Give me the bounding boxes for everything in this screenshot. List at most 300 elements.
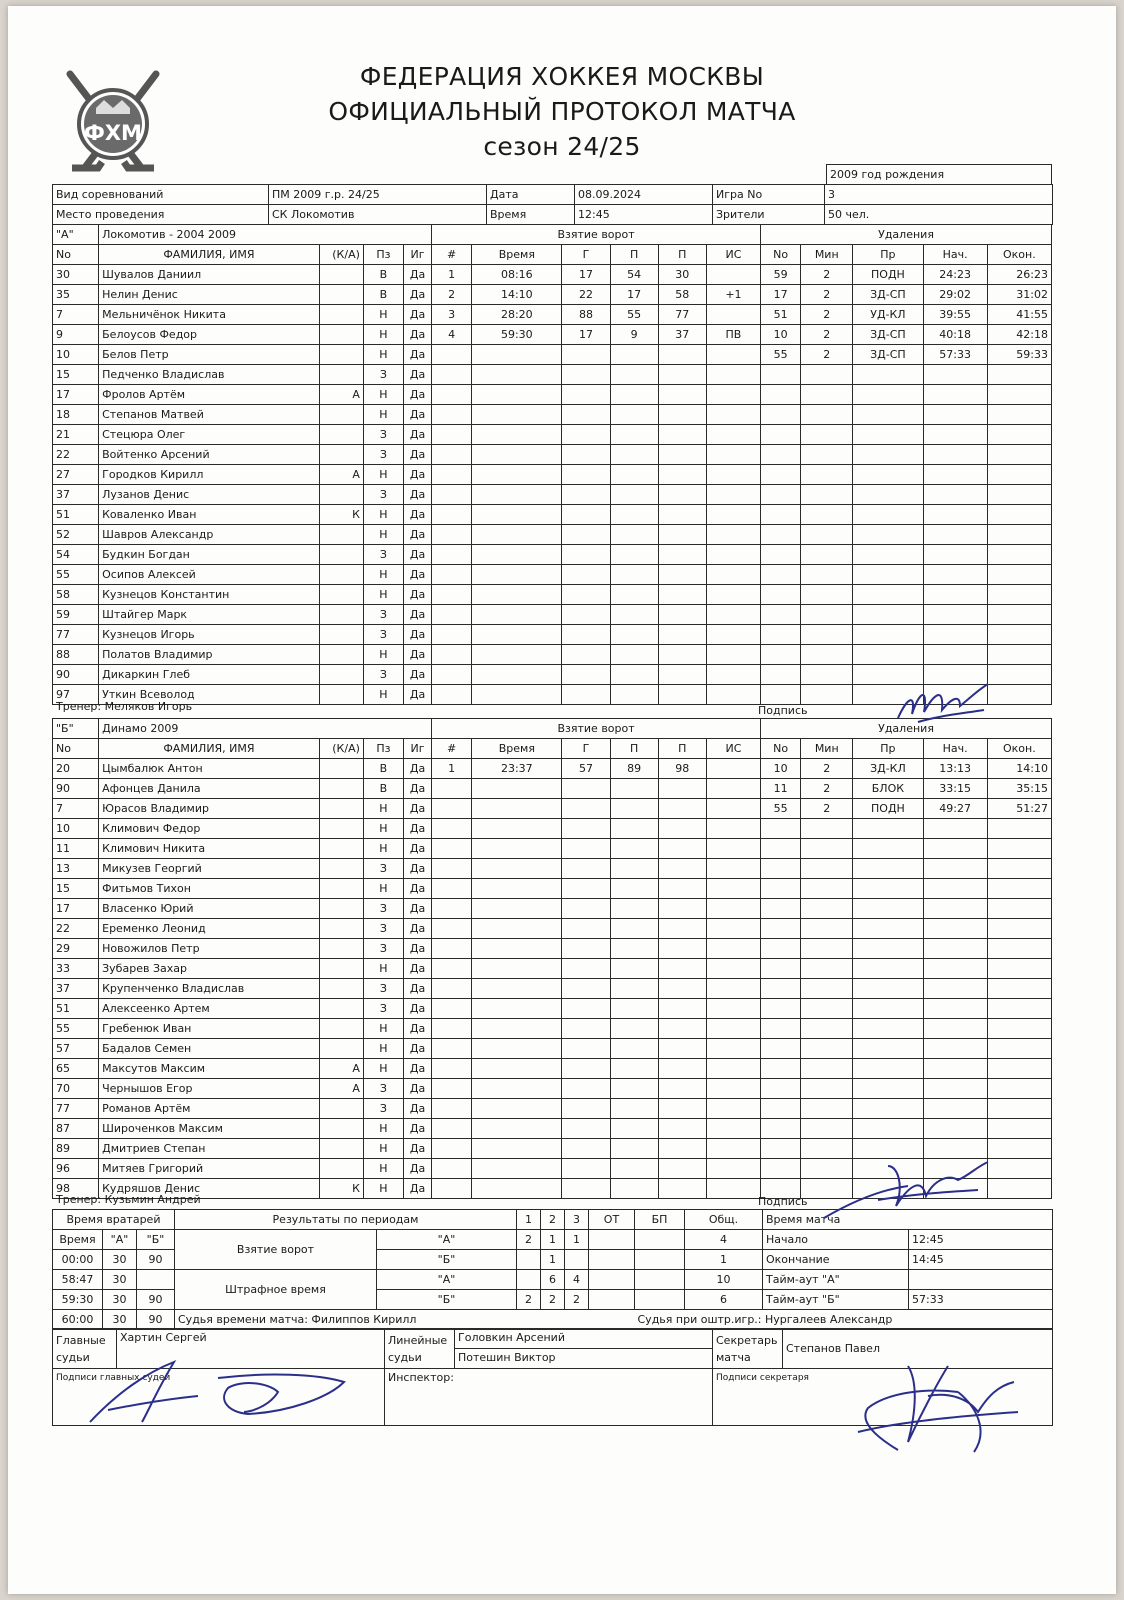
col-ig: Иг [404,739,432,759]
penalty-min [801,939,853,959]
player-row [53,325,1052,345]
penalty-pr [853,665,923,685]
goal-n [432,565,472,585]
goal-n [432,505,472,525]
player-role [319,859,363,879]
player-row [53,445,1052,465]
penalty-start [923,919,987,939]
goal-g [562,799,610,819]
player-number: 87 [53,1119,99,1139]
player-row [53,525,1052,545]
col-pen-start: Нач. [923,739,987,759]
player-position: З [363,1079,403,1099]
player-role [319,799,363,819]
goal-time [472,839,562,859]
goal-p2 [658,1039,706,1059]
player-played: Да [404,505,432,525]
player-number: 10 [53,345,99,365]
penalty-end [987,839,1051,859]
team-b-table [52,718,1052,1199]
penalty-start [923,445,987,465]
goal-p1 [610,385,658,405]
goal-p2: 98 [658,759,706,779]
info-table [52,184,1053,225]
player-row [53,979,1052,999]
penalty-start: 24:23 [923,265,987,285]
player-position: Н [363,565,403,585]
period-val: 6 [541,1270,565,1290]
col-pen-no: No [761,245,801,265]
goal-time [472,959,562,979]
penalty-end [987,1139,1051,1159]
goal-p2 [658,345,706,365]
penalty-pr [853,1099,923,1119]
goal-n [432,525,472,545]
penalty-end [987,1179,1051,1199]
player-number: 11 [53,839,99,859]
player-name: Уткин Всеволод [99,685,320,705]
player-played: Да [404,625,432,645]
player-number: 59 [53,605,99,625]
pim-label: Штрафное время [175,1270,377,1310]
player-played: Да [404,285,432,305]
goal-is [706,585,760,605]
goalie-cell: 30 [103,1310,137,1330]
penalty-end [987,859,1051,879]
penalty-start: 29:02 [923,285,987,305]
goal-time [472,779,562,799]
player-played: Да [404,899,432,919]
goal-p2 [658,999,706,1019]
penalty-min [801,999,853,1019]
player-name: Войтенко Арсений [99,445,320,465]
col-goal-g: Г [562,739,610,759]
goal-is [706,779,760,799]
goal-p1: 9 [610,325,658,345]
player-role: К [319,505,363,525]
player-role: А [319,1079,363,1099]
player-name: Климович Никита [99,839,320,859]
goal-g [562,385,610,405]
penalty-min [801,1159,853,1179]
goal-g [562,1039,610,1059]
col-ig: Иг [404,245,432,265]
player-row [53,665,1052,685]
goal-g [562,999,610,1019]
player-number: 96 [53,1159,99,1179]
goal-p2 [658,1099,706,1119]
goal-is [706,1039,760,1059]
period-val [635,1290,685,1310]
goal-time [472,585,562,605]
team-a-table [52,224,1052,705]
inspector-label: Инспектор: [385,1369,713,1426]
penalty-end [987,365,1051,385]
goal-time [472,1139,562,1159]
goal-time [472,939,562,959]
player-number: 7 [53,305,99,325]
penalty-pr [853,545,923,565]
player-played: Да [404,425,432,445]
goalie-cell: 58:47 [53,1270,103,1290]
goal-is [706,919,760,939]
goal-g [562,365,610,385]
col-pen-no: No [761,739,801,759]
player-row [53,405,1052,425]
player-row [53,1079,1052,1099]
player-row [53,425,1052,445]
penalty-start [923,819,987,839]
player-number: 35 [53,285,99,305]
col-goal-time: Время [472,245,562,265]
player-position: Н [363,585,403,605]
goal-n [432,899,472,919]
player-position: З [363,625,403,645]
goal-g [562,645,610,665]
player-position: З [363,445,403,465]
title-season: сезон 24/25 [483,132,641,161]
player-role [319,665,363,685]
player-role [319,685,363,705]
penalty-pr [853,839,923,859]
player-role [319,779,363,799]
penalty-min [801,879,853,899]
goal-p1: 54 [610,265,658,285]
goal-time: 23:37 [472,759,562,779]
goal-p2: 30 [658,265,706,285]
player-row [53,999,1052,1019]
goal-n [432,999,472,1019]
player-position: В [363,759,403,779]
col-pz: Пз [363,245,403,265]
penalty-min [801,645,853,665]
goal-p2 [658,859,706,879]
player-role [319,525,363,545]
penalty-pr [853,879,923,899]
player-name: Чернышов Егор [99,1079,320,1099]
goal-p1 [610,445,658,465]
player-played: Да [404,305,432,325]
player-position: Н [363,879,403,899]
player-name: Крупенченко Владислав [99,979,320,999]
player-position: Н [363,1119,403,1139]
goal-p2: 58 [658,285,706,305]
penalty-start: 33:15 [923,779,987,799]
goalie-cell: 90 [137,1310,175,1330]
penalty-no [761,939,801,959]
penalty-start [923,465,987,485]
goal-p1 [610,1019,658,1039]
penalty-end [987,999,1051,1019]
player-played: Да [404,1039,432,1059]
player-position: Н [363,645,403,665]
penalty-no [761,1059,801,1079]
goal-p1 [610,1159,658,1179]
goal-p2 [658,645,706,665]
penalty-no [761,425,801,445]
goal-time: 59:30 [472,325,562,345]
period-val [589,1250,635,1270]
period-col: 3 [565,1210,589,1230]
col-ka: (К/А) [319,739,363,759]
player-position: З [363,979,403,999]
goal-p1 [610,779,658,799]
player-name: Дмитриев Степан [99,1139,320,1159]
venue-label: Место проведения [53,205,269,225]
goal-p1 [610,505,658,525]
goal-n [432,425,472,445]
penalty-start [923,485,987,505]
player-name: Микузев Георгий [99,859,320,879]
player-number: 37 [53,485,99,505]
period-total: 4 [685,1230,763,1250]
goal-p1 [610,605,658,625]
goal-n: 1 [432,759,472,779]
goal-n [432,385,472,405]
penalty-end [987,685,1051,705]
penalty-no [761,525,801,545]
penalty-no [761,665,801,685]
venue-value: СК Локомотив [269,205,487,225]
penalty-min: 2 [801,759,853,779]
goal-p2 [658,879,706,899]
goalie-cell: 90 [137,1250,175,1270]
player-name: Степанов Матвей [99,405,320,425]
player-played: Да [404,265,432,285]
penalty-start [923,979,987,999]
goal-p2 [658,1159,706,1179]
penalty-start [923,1179,987,1199]
period-val: 4 [565,1270,589,1290]
player-row [53,1059,1052,1079]
team-b-sign-label: Подпись [758,1195,808,1208]
penalty-min [801,625,853,645]
goals-header: Взятие ворот [432,719,761,739]
penalty-min: 2 [801,799,853,819]
player-row [53,605,1052,625]
player-played: Да [404,819,432,839]
player-name: Еременко Леонид [99,919,320,939]
player-name: Городков Кирилл [99,465,320,485]
goalie-head: Время [53,1230,103,1250]
player-played: Да [404,665,432,685]
player-number: 89 [53,1139,99,1159]
penalty-end [987,385,1051,405]
goal-p2 [658,485,706,505]
player-name: Фитьмов Тихон [99,879,320,899]
player-role [319,839,363,859]
player-row [53,1179,1052,1199]
player-played: Да [404,345,432,365]
player-played: Да [404,405,432,425]
goal-p2 [658,779,706,799]
goal-time: 14:10 [472,285,562,305]
goal-time [472,425,562,445]
goals-header: Взятие ворот [432,225,761,245]
team-a-coach: Тренер: Меляков Игорь [56,700,193,713]
goal-n: 4 [432,325,472,345]
goal-is: +1 [706,285,760,305]
match-time-value [909,1270,1053,1290]
penalty-no [761,999,801,1019]
player-position: Н [363,345,403,365]
goal-p1 [610,425,658,445]
player-role [319,899,363,919]
goal-p1 [610,859,658,879]
penalty-end [987,545,1051,565]
penalty-no [761,485,801,505]
player-name: Педченко Владислав [99,365,320,385]
goal-time [472,685,562,705]
goal-time [472,819,562,839]
goal-is [706,819,760,839]
penalty-no [761,1079,801,1099]
penalty-end: 31:02 [987,285,1051,305]
goal-g [562,1119,610,1139]
col-goal-p1: П [610,739,658,759]
player-position: Н [363,799,403,819]
player-number: 52 [53,525,99,545]
player-role [319,545,363,565]
goal-p2 [658,1019,706,1039]
player-row [53,879,1052,899]
goalie-cell: 60:00 [53,1310,103,1330]
penalty-min [801,819,853,839]
period-val: 1 [565,1230,589,1250]
goal-is [706,625,760,645]
goal-is [706,685,760,705]
player-row [53,919,1052,939]
penalty-no [761,879,801,899]
goal-p1 [610,939,658,959]
penalty-end: 26:23 [987,265,1051,285]
goal-is [706,939,760,959]
player-played: Да [404,999,432,1019]
goal-p1 [610,525,658,545]
goal-n [432,365,472,385]
goal-p1 [610,1179,658,1199]
goal-is [706,445,760,465]
team-a-sign-label: Подпись [758,704,808,717]
penalty-no: 55 [761,799,801,819]
goal-is [706,425,760,445]
goal-g [562,525,610,545]
period-val [635,1230,685,1250]
col-pen-min: Мин [801,245,853,265]
goal-g [562,1059,610,1079]
goal-n [432,1019,472,1039]
goal-is [706,485,760,505]
player-played: Да [404,919,432,939]
spect-label: Зрители [713,205,825,225]
penalty-end [987,899,1051,919]
player-played: Да [404,1059,432,1079]
period-col: 1 [517,1210,541,1230]
col-goal-p1: П [610,245,658,265]
player-number: 55 [53,565,99,585]
player-position: Н [363,1179,403,1199]
goal-is [706,1139,760,1159]
player-name: Осипов Алексей [99,565,320,585]
penalty-no [761,1019,801,1039]
player-role [319,305,363,325]
goal-n [432,1159,472,1179]
penalty-end: 42:18 [987,325,1051,345]
goal-p1 [610,879,658,899]
goal-g [562,345,610,365]
team-tag: "Б" [53,719,99,739]
col-pen-pr: Пр [853,739,923,759]
goal-time [472,405,562,425]
goal-p1: 55 [610,305,658,325]
player-row [53,265,1052,285]
player-role [319,325,363,345]
player-position: З [363,999,403,1019]
period-val [589,1270,635,1290]
goal-time [472,385,562,405]
player-name: Романов Артём [99,1099,320,1119]
time-value: 12:45 [575,205,713,225]
player-position: Н [363,1039,403,1059]
player-number: 22 [53,919,99,939]
penalty-min [801,1059,853,1079]
goal-p2 [658,685,706,705]
player-row [53,305,1052,325]
goal-n [432,939,472,959]
goal-n [432,819,472,839]
goal-p2 [658,605,706,625]
player-played: Да [404,645,432,665]
col-no: No [53,739,99,759]
player-name: Алексеенко Артем [99,999,320,1019]
penalty-no [761,405,801,425]
goal-is [706,365,760,385]
player-role [319,819,363,839]
goal-p1: 89 [610,759,658,779]
player-position: Н [363,1059,403,1079]
goal-n [432,919,472,939]
col-pen-end: Окон. [987,245,1051,265]
player-role [319,565,363,585]
player-position: З [363,919,403,939]
goal-p1 [610,645,658,665]
penalty-end [987,505,1051,525]
penalty-pr: УД-КЛ [853,305,923,325]
penalty-start [923,525,987,545]
goal-is [706,665,760,685]
goal-g: 22 [562,285,610,305]
period-total: 10 [685,1270,763,1290]
goal-time: 08:16 [472,265,562,285]
penalty-end [987,425,1051,445]
period-val: 2 [517,1230,541,1250]
penalty-no: 17 [761,285,801,305]
goal-g [562,1139,610,1159]
goal-n [432,799,472,819]
player-number: 20 [53,759,99,779]
player-row [53,799,1052,819]
player-position: Н [363,839,403,859]
match-time-label: Окончание [763,1250,909,1270]
player-played: Да [404,545,432,565]
match-time-label: Тайм-аут "Б" [763,1290,909,1310]
goal-time [472,879,562,899]
player-position: З [363,665,403,685]
col-goal-g: Г [562,245,610,265]
penalty-end [987,465,1051,485]
player-position: З [363,605,403,625]
player-row [53,645,1052,665]
